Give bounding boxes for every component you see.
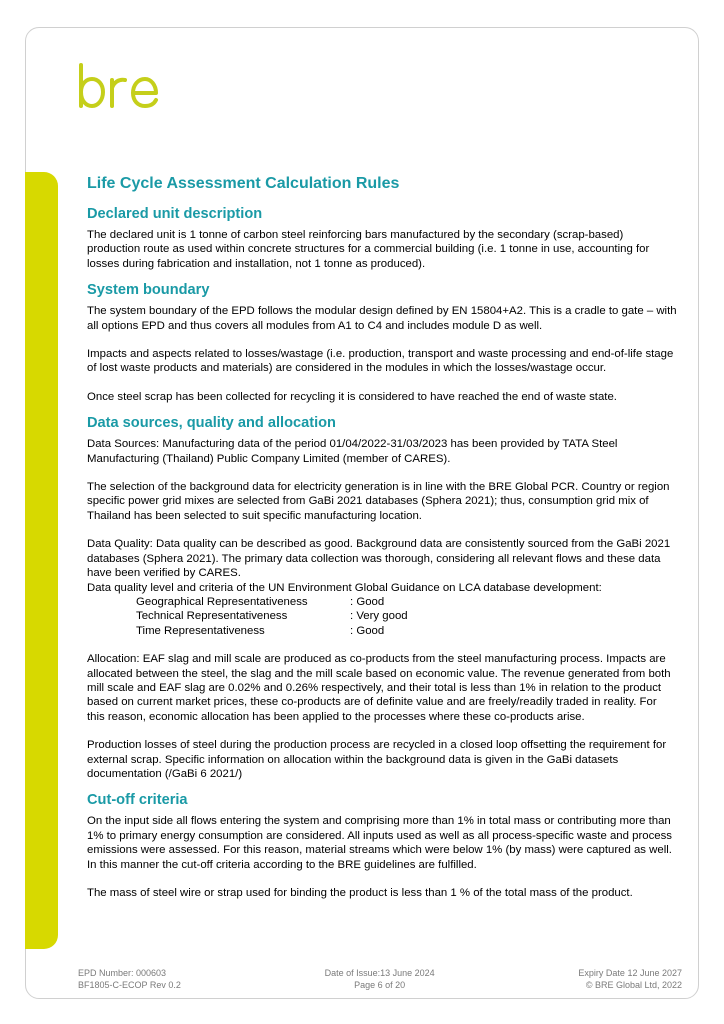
- footer-right: [578, 967, 682, 991]
- quality-table: [136, 595, 677, 638]
- allocation-text: Allocation: EAF slag and mill scale are produced as co-products from the steel manufacturing process. Impacts are allocated between the steel, the slag and the mill scale based on economic value. The revenue generated from both mill scale and EAF slag are 0.02% and 0.26% respectively, and their total is less than 1% in relation to the product based on current market prices, these co-products are of definite value and are freely/readily traded in reality. For this reason, economic allocation has been applied to the processes where these co-products arise.: [87, 653, 671, 723]
- data-sources-text-2: The selection of the background data for electricity generation is in line with the BRE Global PCR. Country or region specific power grid mixes are selected from GaBi 2021 databases (Sphera 2021); thus, consumption grid mix of Thailand has been selected to suit specific manufacturing location.: [87, 481, 670, 522]
- cutoff-text-2: The mass of steel wire or strap used for binding the product is less than 1 % of the total mass of the product.: [87, 887, 633, 899]
- quality-row: [136, 609, 677, 623]
- copyright: © BRE Global Ltd, 2022: [585, 980, 682, 990]
- system-boundary-text-3: Once steel scrap has been collected for recycling it is considered to have reached the end of waste state.: [87, 390, 617, 403]
- footer-left: [78, 967, 181, 991]
- page-title: Life Cycle Assessment Calculation Rules: [87, 175, 400, 192]
- declared-unit-heading: Declared unit description: [87, 206, 263, 222]
- cutoff-text-1: On the input side all flows entering the system and comprising more than 1% in total mass or contributing more than 1% to primary energy consumption are considered. All inputs used as well as all process-specific waste and process emissions were assessed. For this reason, material streams which were below 1% (by mass) were captured as well. In this manner the cut-off criteria according to the BRE guidelines are fulfilled.: [87, 815, 673, 871]
- quality-label: Time Representativeness: [136, 624, 265, 637]
- issue-date: Date of Issue:13 June 2024: [324, 968, 435, 978]
- system-boundary-text-2: Impacts and aspects related to losses/wastage (i.e. production, transport and waste processing and end-of-life stage of lost waste products and materials) are considered in the modules in which the losses/wastage occur.: [87, 348, 674, 375]
- data-quality-text: Data Quality: Data quality can be described as good. Background data are consistently sourced from the GaBi 2021 databases (Sphera 2021). The primary data collection was thorough, considering all relevant flows and these data have been verified by CARES.: [87, 538, 671, 580]
- page-footer: [78, 967, 682, 991]
- declared-unit-text: The declared unit is 1 tonne of carbon steel reinforcing bars manufactured by the secondary (scrap-based) production route as used within concrete structures for a commercial building (i.e. 1 tonne in use, accounting for losses during fabrication and installation, not 1 tonne as produced).: [87, 229, 650, 270]
- quality-value: : Very good: [350, 610, 408, 623]
- quality-label: Technical Representativeness: [136, 610, 288, 623]
- data-sources-heading: Data sources, quality and allocation: [87, 415, 336, 432]
- system-boundary-text-1: The system boundary of the EPD follows the modular design defined by EN 15804+A2. This is a cradle to gate – with all options EPD and thus covers all modules from A1 to C4 and includes module D as well.: [87, 305, 677, 332]
- footer-center: [325, 967, 435, 991]
- quality-value: : Good: [350, 624, 385, 637]
- system-boundary-heading: System boundary: [87, 282, 210, 299]
- quality-row: [136, 624, 677, 638]
- quality-value: : Good: [350, 595, 385, 608]
- cutoff-heading: Cut-off criteria: [87, 792, 188, 809]
- data-quality-criteria-text: Data quality level and criteria of the UN Environment Global Guidance on LCA database development:: [87, 581, 602, 594]
- expiry-date: Expiry Date 12 June 2027: [578, 968, 682, 978]
- main-content: [87, 174, 677, 900]
- data-sources-text-1: Data Sources: Manufacturing data of the period 01/04/2022-31/03/2023 has been provided by TATA Steel Manufacturing (Thailand) Public Company Limited (member of CARES).: [87, 438, 618, 465]
- quality-label: Geographical Representativeness: [136, 595, 308, 608]
- side-accent-bar: [25, 172, 58, 949]
- production-losses-text: Production losses of steel during the production process are recycled in a closed loop offsetting the requirement for external scrap. Specific information on allocation within the background data is given in the GaBi datasets documentation (/GaBi 6 2021/): [87, 739, 667, 780]
- bre-logo: [78, 62, 160, 110]
- quality-row: [136, 595, 677, 609]
- epd-number: EPD Number: 000603: [78, 968, 167, 978]
- document-reference: BF1805-C-ECOP Rev 0.2: [78, 980, 181, 990]
- page-number: Page 6 of 20: [354, 980, 406, 990]
